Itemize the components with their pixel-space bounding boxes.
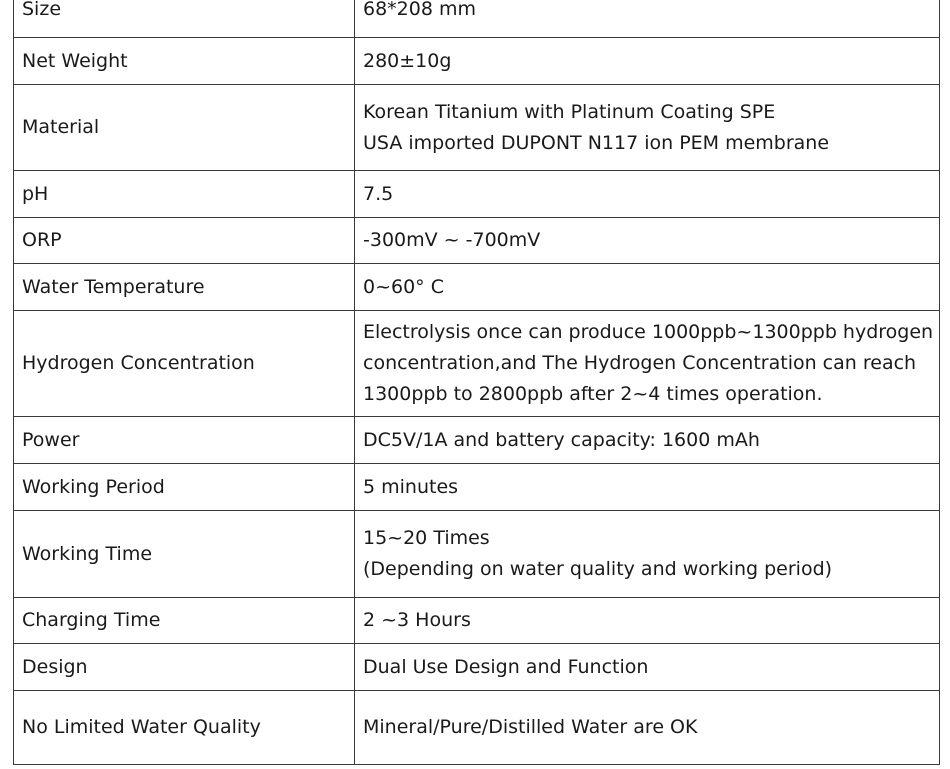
spec-row-net-weight xyxy=(14,38,940,85)
spec-value-line: DC5V/1A and battery capacity: 1600 mAh xyxy=(363,428,760,451)
spec-value-line: Dual Use Design and Function xyxy=(363,655,649,678)
spec-label: Working Time xyxy=(14,511,355,598)
spec-label: Design xyxy=(14,644,355,691)
spec-row-water-temperature xyxy=(14,264,940,311)
spec-value-line: 280±10g xyxy=(363,49,452,72)
spec-value xyxy=(355,417,940,464)
spec-value-line: 2 ~3 Hours xyxy=(363,609,471,631)
spec-value-line: Electrolysis once can produce 1000ppb~1300ppb hydrogen xyxy=(363,321,934,343)
spec-row-design xyxy=(14,644,940,691)
spec-value xyxy=(355,691,940,765)
spec-value xyxy=(355,85,940,171)
spec-label: Net Weight xyxy=(14,38,355,85)
spec-value xyxy=(355,218,940,264)
spec-label: Material xyxy=(14,85,355,171)
spec-row-water-quality xyxy=(14,691,940,765)
spec-label: Power xyxy=(14,417,355,464)
spec-value-line: 1300ppb to 2800ppb after 2~4 times operation. xyxy=(363,383,823,405)
spec-value xyxy=(355,171,940,218)
spec-value xyxy=(355,598,940,644)
spec-value xyxy=(355,264,940,311)
spec-value-line: USA imported DUPONT N117 ion PEM membrane xyxy=(363,131,830,154)
spec-label: Water Temperature xyxy=(14,264,355,311)
spec-row-power xyxy=(14,417,940,464)
spec-value xyxy=(355,511,940,598)
spec-value xyxy=(355,0,940,38)
spec-value xyxy=(355,464,940,511)
spec-value-line: 7.5 xyxy=(363,182,394,205)
spec-value xyxy=(355,311,940,417)
spec-value-line: concentration,and The Hydrogen Concentration can reach xyxy=(363,352,917,374)
spec-label: ORP xyxy=(14,218,355,264)
spec-row-material xyxy=(14,85,940,171)
spec-value-line: 68*208 mm xyxy=(363,0,476,20)
spec-value-line: 15~20 Times xyxy=(363,527,490,549)
spec-value-line: -300mV ~ -700mV xyxy=(363,229,541,251)
spec-row-working-time xyxy=(14,511,940,598)
spec-value-line: 0~60° C xyxy=(363,275,444,298)
spec-row-ph xyxy=(14,171,940,218)
spec-label: Hydrogen Concentration xyxy=(14,311,355,417)
spec-value-line: Korean Titanium with Platinum Coating SPE xyxy=(363,100,776,123)
spec-value-line: 5 minutes xyxy=(363,475,459,498)
spec-value-line: (Depending on water quality and working period) xyxy=(363,558,833,580)
spec-label: Working Period xyxy=(14,464,355,511)
spec-label: No Limited Water Quality xyxy=(14,691,355,765)
spec-value xyxy=(355,644,940,691)
spec-table xyxy=(13,0,940,765)
spec-label: Charging Time xyxy=(14,598,355,644)
spec-row-charging-time xyxy=(14,598,940,644)
spec-value xyxy=(355,38,940,85)
spec-row-orp xyxy=(14,218,940,264)
spec-row-size xyxy=(14,0,940,38)
spec-row-hydrogen-concentration xyxy=(14,311,940,417)
spec-label: pH xyxy=(14,171,355,218)
spec-row-working-period xyxy=(14,464,940,511)
spec-label: Size xyxy=(14,0,355,38)
spec-value-line: Mineral/Pure/Distilled Water are OK xyxy=(363,716,698,738)
